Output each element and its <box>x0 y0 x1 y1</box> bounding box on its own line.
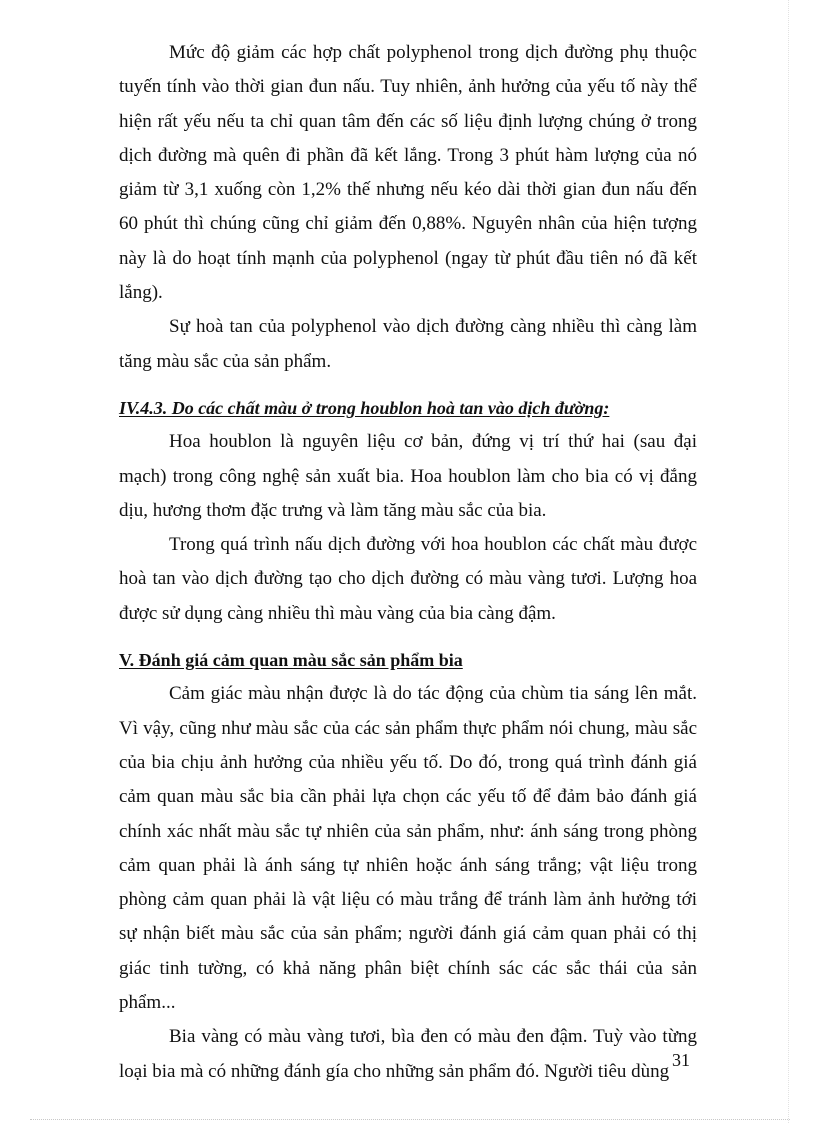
paragraph-houblon-color: Trong quá trình nấu dịch đường với hoa houblon các chất màu được hoà tan vào dịch đường tạo cho dịch đường có màu vàng tươi. Lượng hoa được sử dụng càng nhiều thì màu vàng của bia càng đậm. <box>119 534 697 624</box>
paragraph-beer-types: Bia vàng có màu vàng tươi, bìa đen có màu đen đậm. Tuỳ vào từng loại bia mà có những đánh gía cho những sản phẩm đó. Người tiêu dùng <box>119 1026 697 1082</box>
page-bottom-border <box>30 1119 790 1120</box>
paragraph-polyphenol-decrease: Mức độ giảm các hợp chất polyphenol trong dịch đường phụ thuộc tuyến tính vào thời gian đun nấu. Tuy nhiên, ảnh hưởng của yếu tố này thể hiện rất yếu nếu ta chỉ quan tâm đến các số liệu định lượng chúng ở trong dịch đường mà quên đi phần đã kết lắng. Trong 3 phút hàm lượng của nó giảm từ 3,1 xuống còn 1,2% thế nhưng nếu kéo dài thời gian đun nấu đến 60 phút thì chúng cũng chỉ giảm đến 0,88%. Nguyên nhân của hiện tượng này là do hoạt tính mạnh của polyphenol (ngay từ phút đầu tiên nó đã kết lắng). <box>119 42 697 304</box>
page-right-border <box>788 0 789 1123</box>
paragraph-houblon-role: Hoa houblon là nguyên liệu cơ bản, đứng vị trí thứ hai (sau đại mạch) trong công nghệ sản xuất bia. Hoa houblon làm cho bia có vị đắng dịu, hương thơm đặc trưng và làm tăng màu sắc của bia. <box>119 431 697 521</box>
heading-section-iv-4-3: IV.4.3. Do các chất màu ở trong houblon hoà tan vào dịch đường: <box>119 397 610 418</box>
page-body <box>119 36 697 1089</box>
paragraph-color-perception: Cảm giác màu nhận được là do tác động của chùm tia sáng lên mắt. Vì vậy, cũng như màu sắc của các sản phẩm thực phẩm nói chung, màu sắc của bia chịu ảnh hưởng của nhiều yếu tố. Do đó, trong quá trình đánh giá cảm quan màu sắc bia cần phải lựa chọn các yếu tố để đảm bảo đánh giá chính xác nhất màu sắc tự nhiên của sản phẩm, như: ánh sáng trong phòng cảm quan phải là ánh sáng tự nhiên hoặc ánh sáng trắng; vật liệu trong phòng cảm quan phải là vật liệu có màu trắng để tránh làm ảnh hưởng tới sự nhận biết màu sắc của sản phẩm; người đánh giá cảm quan phải có thị giác tinh tường, có khả năng phân biệt chính sác các sắc thái của sản phẩm... <box>119 683 697 1014</box>
page-number: 31 <box>672 1050 690 1070</box>
heading-section-v: V. Đánh giá cảm quan màu sắc sản phẩm bia <box>119 650 463 671</box>
paragraph-polyphenol-solubility: Sự hoà tan của polyphenol vào dịch đường càng nhiều thì càng làm tăng màu sắc của sản phẩm. <box>119 316 697 372</box>
